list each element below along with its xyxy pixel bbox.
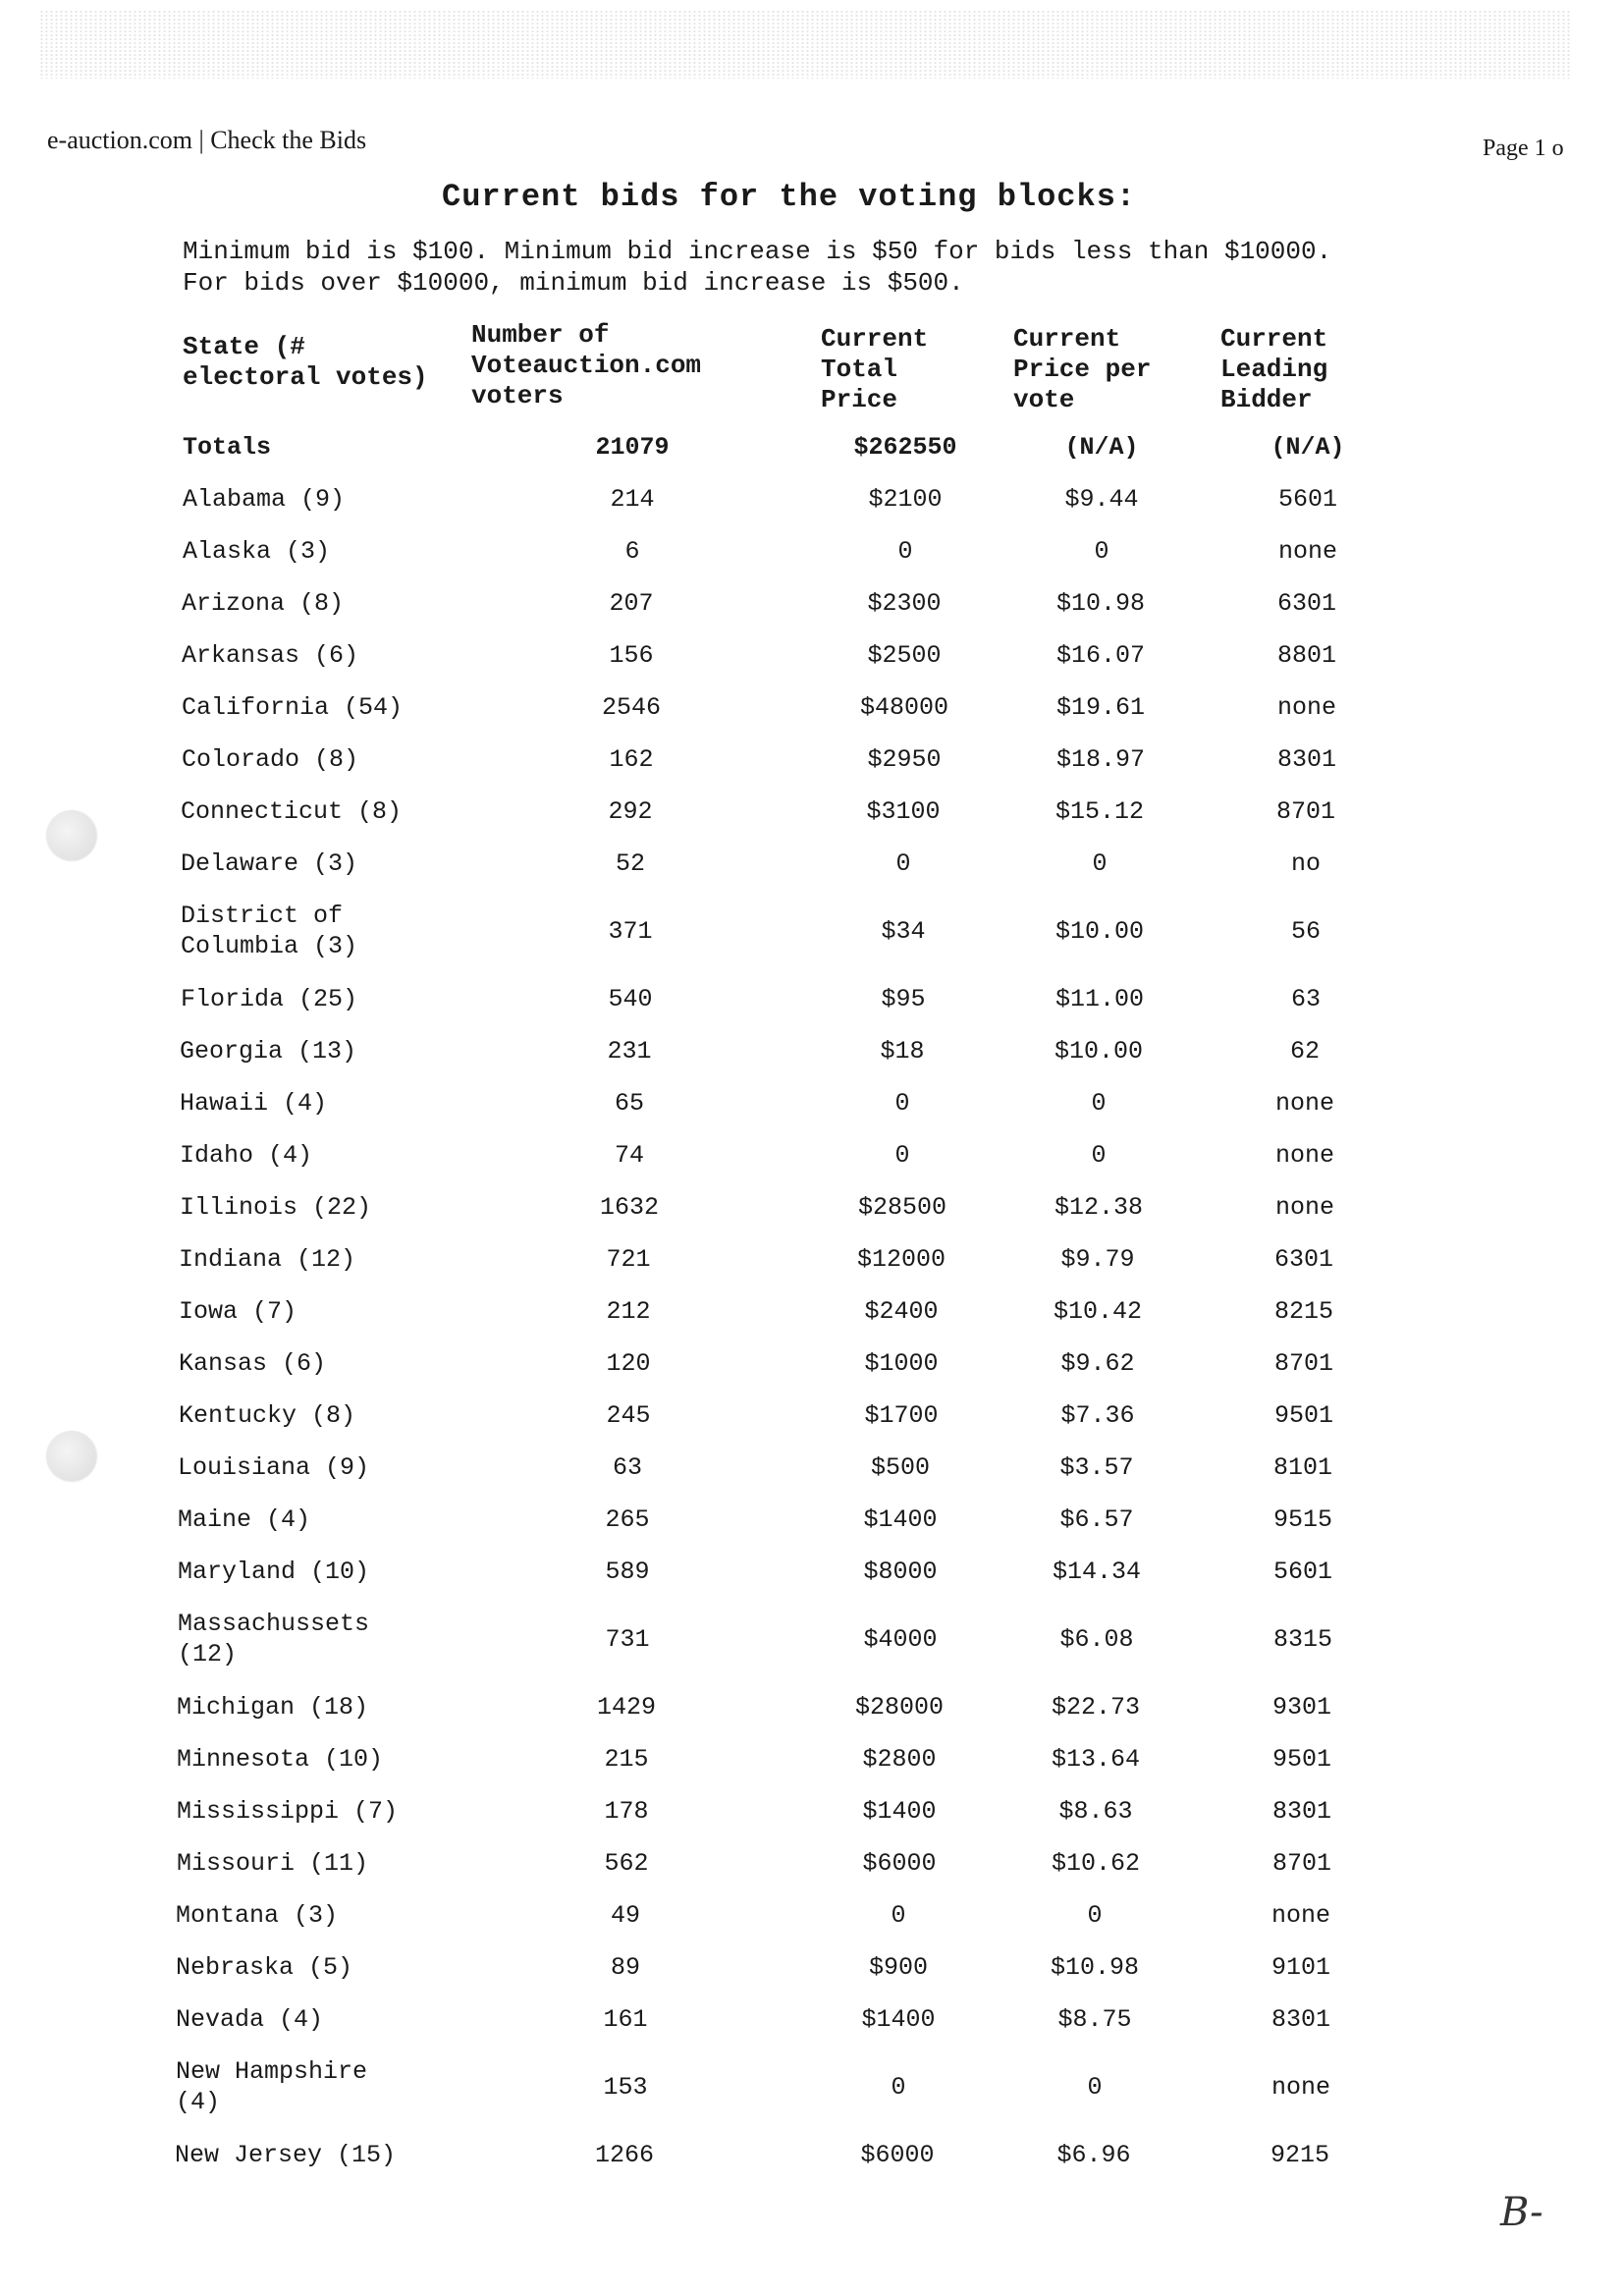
cell-state: Hawaii (4) [180,1089,328,1118]
cell-total: 0 [891,1901,906,1930]
cell-state: Michigan (18) [177,1693,369,1722]
cell-total: 0 [895,849,911,878]
cell-voters: 245 [606,1401,651,1430]
cell-voters: 52 [615,849,645,878]
cell-bidder: 8101 [1272,1453,1332,1482]
cell-total: $6000 [862,1849,937,1878]
cell-ppv: 0 [1087,1901,1103,1930]
cell-state: Delaware (3) [181,849,358,878]
cell-bidder: 8315 [1272,1625,1332,1654]
column-header-state: State (# electoral votes) [183,332,428,392]
cell-total: $8000 [863,1558,938,1586]
cell-voters: 207 [609,589,654,618]
cell-voters: 89 [610,1953,640,1982]
cell-voters: 562 [604,1849,649,1878]
cell-state: Georgia (13) [180,1037,357,1066]
cell-voters: 120 [606,1349,651,1378]
cell-voters: 731 [605,1625,650,1654]
cell-voters: 214 [610,485,655,514]
cell-ppv: $7.36 [1060,1401,1135,1430]
cell-total: 0 [891,2073,906,2102]
cell-voters: 231 [607,1037,652,1066]
cell-bidder: none [1271,2073,1330,2102]
cell-total: $2950 [867,745,942,774]
cell-total: $18 [880,1037,925,1066]
cell-state: Iowa (7) [179,1297,297,1326]
cell-bidder: none [1274,1141,1334,1170]
cell-voters: 371 [608,917,653,946]
cell-ppv: $12.38 [1054,1193,1143,1222]
cell-voters: 21079 [595,433,670,462]
cell-ppv: $19.61 [1055,693,1145,722]
cell-ppv: 0 [1091,1141,1107,1170]
cell-ppv: $8.75 [1057,2005,1132,2034]
cell-state: New Jersey (15) [175,2141,397,2169]
cell-ppv: $10.98 [1050,1953,1139,1982]
cell-voters: 265 [605,1505,650,1534]
cell-ppv: 0 [1087,2073,1103,2102]
cell-voters: 540 [608,985,653,1013]
cell-total: $48000 [859,693,948,722]
cell-voters: 162 [609,745,654,774]
cell-state: Maine (4) [178,1505,311,1534]
cell-ppv: $9.79 [1060,1245,1135,1274]
cell-ppv: $10.00 [1054,1037,1143,1066]
cell-ppv: $6.96 [1056,2141,1131,2169]
cell-voters: 2546 [601,693,661,722]
column-header-price-per-vote: Current Price per vote [1013,324,1152,414]
cell-total: $1700 [864,1401,939,1430]
punch-hole [47,1432,96,1481]
cell-state: Massachussets (12) [178,1610,370,1668]
cell-state: Maryland (10) [178,1558,370,1586]
cell-state: Louisiana (9) [178,1453,370,1482]
cell-voters: 1266 [594,2141,654,2169]
cell-ppv: (N/A) [1064,433,1139,462]
cell-total: $1000 [864,1349,939,1378]
cell-state: Alaska (3) [183,537,331,566]
cell-ppv: $9.62 [1060,1349,1135,1378]
cell-state: Arizona (8) [182,589,345,618]
cell-bidder: 8301 [1271,2005,1330,2034]
cell-voters: 589 [605,1558,650,1586]
cell-voters: 292 [608,797,653,826]
cell-voters: 153 [603,2073,648,2102]
cell-total: $2800 [862,1745,937,1774]
cell-bidder: 9215 [1270,2141,1329,2169]
cell-ppv: 0 [1091,1089,1107,1118]
cell-ppv: $9.44 [1064,485,1139,514]
cell-ppv: $6.08 [1059,1625,1134,1654]
cell-bidder: 9501 [1273,1401,1333,1430]
cell-state: Illinois (22) [180,1193,372,1222]
cell-state: Florida (25) [181,985,358,1013]
cell-state: Kentucky (8) [179,1401,356,1430]
cell-voters: 212 [606,1297,651,1326]
cell-ppv: $10.00 [1054,917,1144,946]
cell-bidder: 8701 [1271,1849,1331,1878]
cell-voters: 49 [610,1901,640,1930]
cell-ppv: $10.62 [1051,1849,1140,1878]
cell-total: 0 [894,1141,910,1170]
punch-hole [47,811,96,860]
cell-voters: 156 [609,641,654,670]
cell-voters: 1632 [599,1193,659,1222]
cell-total: $6000 [860,2141,935,2169]
cell-state: Colorado (8) [182,745,359,774]
cell-ppv: $6.57 [1059,1505,1134,1534]
cell-state: District of Columbia (3) [181,902,358,960]
handwritten-mark: B- [1500,2190,1543,2235]
cell-state: Alabama (9) [183,485,346,514]
cell-bidder: 63 [1290,985,1321,1013]
cell-total: $500 [870,1453,930,1482]
cell-state: Nevada (4) [176,2005,324,2034]
cell-bidder: 9101 [1271,1953,1330,1982]
cell-bidder: 8801 [1276,641,1336,670]
cell-voters: 1429 [596,1693,656,1722]
bid-rules: Minimum bid is $100. Minimum bid increase is $50 for bids less than $10000. For bids over $10000, minimum bid increase is $500. [183,237,1332,298]
cell-total: $3100 [866,797,941,826]
cell-ppv: $18.97 [1055,745,1145,774]
cell-voters: 6 [624,537,640,566]
page-number: Page 1 o [1483,136,1564,161]
cell-voters: 178 [604,1797,649,1826]
column-header-leading-bidder: Current Leading Bidder [1220,324,1328,414]
cell-ppv: $15.12 [1054,797,1144,826]
cell-ppv: $11.00 [1054,985,1144,1013]
cell-ppv: 0 [1094,537,1109,566]
cell-ppv: 0 [1092,849,1108,878]
cell-ppv: $16.07 [1055,641,1145,670]
cell-state: Montana (3) [176,1901,339,1930]
cell-bidder: 5601 [1272,1558,1332,1586]
cell-state: Nebraska (5) [176,1953,353,1982]
cell-bidder: 9501 [1271,1745,1331,1774]
cell-bidder: 6301 [1273,1245,1333,1274]
cell-bidder: 8301 [1276,745,1336,774]
cell-bidder: (N/A) [1271,433,1345,462]
cell-bidder: 9515 [1272,1505,1332,1534]
cell-total: 0 [894,1089,910,1118]
cell-total: $28000 [854,1693,944,1722]
cell-total: $2100 [868,485,943,514]
cell-voters: 74 [614,1141,644,1170]
cell-bidder: 5601 [1277,485,1337,514]
cell-total: $4000 [863,1625,938,1654]
cell-bidder: none [1276,693,1336,722]
cell-bidder: none [1274,1193,1334,1222]
cell-bidder: none [1274,1089,1334,1118]
cell-state: New Hampshire (4) [176,2057,368,2116]
cell-ppv: $13.64 [1051,1745,1140,1774]
cell-bidder: 8701 [1275,797,1335,826]
cell-bidder: 56 [1290,917,1321,946]
column-header-voters: Number of Voteauction.com voters [471,320,702,410]
cell-state: Totals [183,433,272,462]
cell-total: $900 [868,1953,928,1982]
site-header: e-auction.com | Check the Bids [47,126,367,154]
cell-bidder: 6301 [1276,589,1336,618]
cell-bidder: 62 [1289,1037,1320,1066]
cell-bidder: 8701 [1273,1349,1333,1378]
cell-ppv: $22.73 [1051,1693,1140,1722]
cell-state: Connecticut (8) [181,797,403,826]
cell-bidder: 8301 [1271,1797,1331,1826]
cell-ppv: $10.98 [1055,589,1145,618]
cell-state: Indiana (12) [179,1245,356,1274]
cell-voters: 161 [603,2005,648,2034]
cell-ppv: $3.57 [1059,1453,1134,1482]
cell-total: $34 [881,917,926,946]
cell-bidder: none [1277,537,1337,566]
cell-voters: 215 [604,1745,649,1774]
cell-total: $1400 [861,2005,936,2034]
cell-total: $2400 [864,1297,939,1326]
cell-state: Arkansas (6) [182,641,359,670]
cell-total: $95 [881,985,926,1013]
cell-bidder: none [1271,1901,1330,1930]
cell-bidder: 8215 [1273,1297,1333,1326]
cell-ppv: $14.34 [1052,1558,1141,1586]
cell-state: Mississippi (7) [177,1797,399,1826]
cell-state: Idaho (4) [180,1141,313,1170]
cell-state: Missouri (11) [177,1849,369,1878]
cell-voters: 63 [612,1453,642,1482]
page-title: Current bids for the voting blocks: [442,179,1137,215]
cell-ppv: $8.63 [1058,1797,1133,1826]
cell-voters: 721 [606,1245,651,1274]
cell-total: $2300 [867,589,942,618]
cell-bidder: 9301 [1271,1693,1331,1722]
cell-state: California (54) [182,693,404,722]
cell-total: $262550 [853,433,957,462]
cell-ppv: $10.42 [1053,1297,1142,1326]
cell-total: 0 [897,537,913,566]
cell-total: $1400 [863,1505,938,1534]
cell-total: $1400 [862,1797,937,1826]
column-header-total-price: Current Total Price [821,324,929,414]
cell-total: $2500 [867,641,942,670]
cell-total: $12000 [856,1245,946,1274]
cell-voters: 65 [614,1089,644,1118]
cell-total: $28500 [857,1193,946,1222]
cell-state: Minnesota (10) [177,1745,384,1774]
cell-state: Kansas (6) [179,1349,327,1378]
cell-bidder: no [1290,849,1321,878]
